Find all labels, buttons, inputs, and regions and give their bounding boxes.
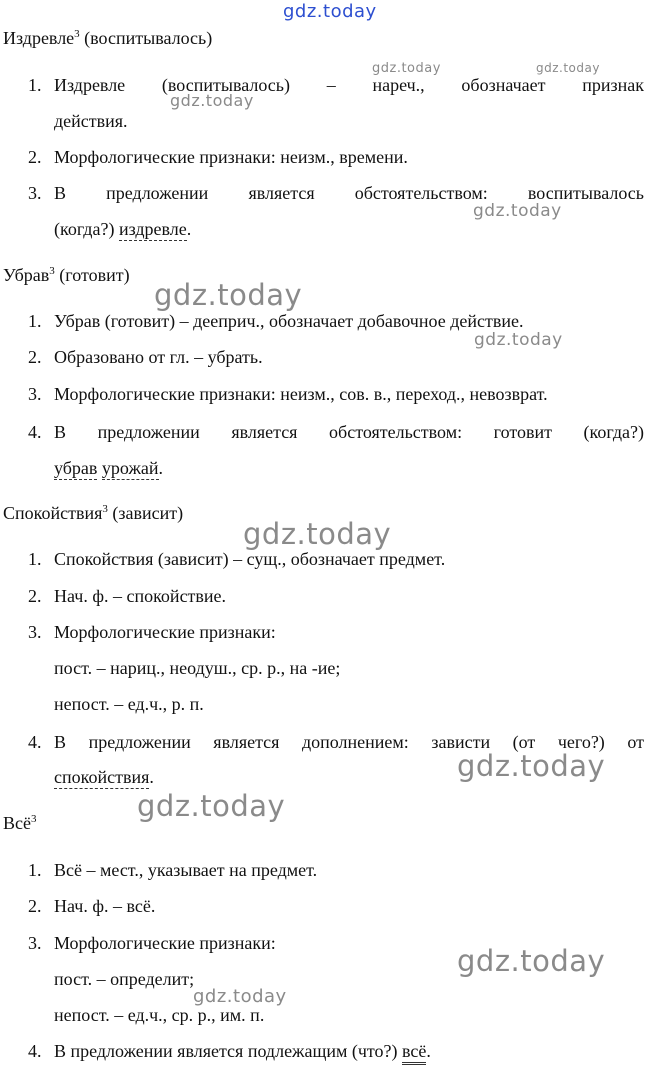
section-heading-ubrav: Убрав$^3$ (готовит)	[3, 265, 130, 285]
watermark: gdz.today	[170, 91, 254, 110]
watermark: gdz.today	[137, 789, 286, 823]
watermark-top: gdz.today	[283, 1, 377, 22]
list-item-text: Морфологические признаки: неизм., сов. в., переход., невозврат.	[54, 384, 548, 404]
section-heading-izdrevle: Издревле$^3$ (воспитывалось)	[3, 28, 213, 48]
underlined-word: издревле	[118, 219, 187, 239]
underlined-word: убрав	[54, 458, 98, 478]
list-item-text: В предложении является подлежащим (что?) всё.	[54, 1040, 431, 1062]
list-item-text: Спокойствия (зависит) – сущ., обозначает предмет.	[54, 549, 446, 569]
watermark: gdz.today	[193, 986, 287, 1007]
watermark: gdz.today	[474, 330, 563, 350]
list-number: 3.	[28, 183, 42, 203]
underlined-word: всё	[402, 1041, 426, 1065]
list-item-text-continued: непост. – ед.ч., р. п.	[54, 694, 204, 714]
watermark: gdz.today	[536, 61, 600, 75]
list-number: 3.	[28, 384, 42, 404]
list-item-text: В предложении является дополнением: зависти (от чего?) от	[54, 732, 644, 752]
list-number: 3.	[28, 933, 42, 953]
list-item-text-continued: пост. – нариц., неодуш., ср. р., на -ие;	[54, 658, 341, 678]
list-item-text: Морфологические признаки:	[54, 933, 276, 953]
section-heading-spokoystvia: Спокойствия$^3$ (зависит)	[3, 503, 184, 523]
list-item-text: Всё – мест., указывает на предмет.	[54, 860, 318, 880]
list-item-text-continued: (когда?) издревле.	[54, 219, 192, 239]
list-item-text-continued: убрав урожай.	[54, 458, 164, 478]
list-number: 1.	[28, 549, 42, 569]
list-number: 2.	[28, 586, 42, 606]
watermark: gdz.today	[243, 517, 392, 551]
list-number: 1.	[28, 860, 42, 880]
list-number: 4.	[28, 422, 42, 442]
list-number: 1.	[28, 311, 42, 331]
list-number: 3.	[28, 622, 42, 642]
underlined-word: урожай	[101, 458, 159, 478]
list-number: 4.	[28, 1041, 42, 1061]
watermark: gdz.today	[473, 201, 562, 221]
list-item-text: В предложении является обстоятельством: готовит (когда?)	[54, 422, 644, 442]
list-item-text: В предложении является обстоятельством: воспитывалось	[54, 183, 644, 203]
list-number: 2.	[28, 147, 42, 167]
list-item-text: Нач. ф. – всё.	[54, 896, 156, 916]
list-item-text-continued: спокойствия.	[54, 767, 154, 787]
list-item-text-continued: пост. – определит;	[54, 969, 195, 989]
watermark: gdz.today	[457, 944, 606, 978]
watermark: gdz.today	[372, 61, 441, 76]
watermark: gdz.today	[457, 749, 606, 783]
list-item-text: Убрав (готовит) – дееприч., обозначает добавочное действие.	[54, 311, 524, 331]
section-heading-vsyo: Всё$^3$	[3, 813, 37, 833]
list-number: 4.	[28, 732, 42, 752]
list-item-text: Образовано от гл. – убрать.	[54, 347, 263, 367]
list-item-text: Морфологические признаки: неизм., времени.	[54, 147, 408, 167]
watermark: gdz.today	[154, 278, 303, 312]
list-item-text: Морфологические признаки:	[54, 622, 276, 642]
list-item-text: Нач. ф. – спокойствие.	[54, 586, 227, 606]
list-number: 1.	[28, 75, 42, 95]
list-number: 2.	[28, 896, 42, 916]
list-item-text: Издревле (воспитывалось) – нареч., обозначает признак	[54, 75, 644, 95]
list-item-text-continued: непост. – ед.ч., ср. р., им. п.	[54, 1005, 265, 1025]
underlined-word: спокойствия	[54, 767, 150, 787]
list-item-text-continued: действия.	[54, 111, 128, 131]
list-number: 2.	[28, 347, 42, 367]
